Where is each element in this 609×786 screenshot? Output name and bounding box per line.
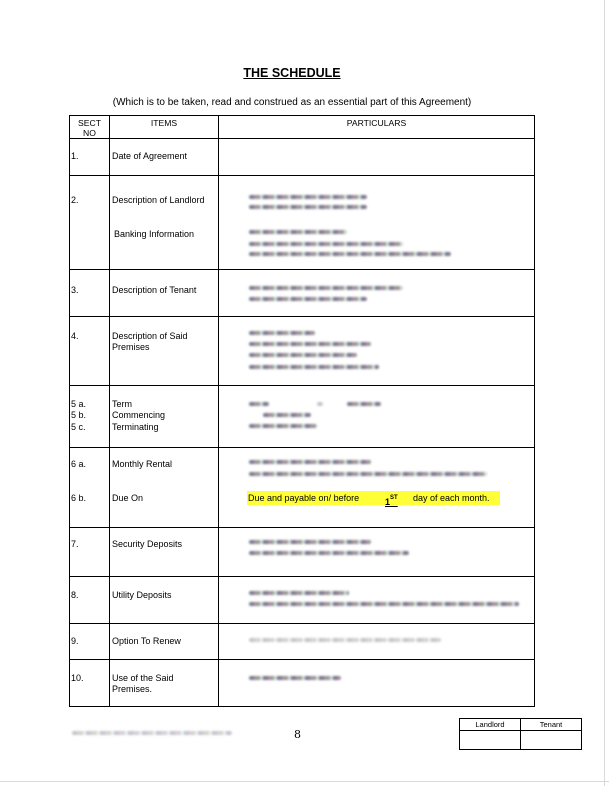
item-label: Description of Tenant bbox=[112, 285, 197, 295]
redacted-text bbox=[249, 472, 487, 476]
redacted-text bbox=[249, 286, 403, 290]
table-row bbox=[70, 139, 535, 176]
sect-number: 5 b. bbox=[71, 410, 87, 420]
redacted-text bbox=[249, 230, 347, 234]
header-items: ITEMS bbox=[110, 116, 219, 139]
redacted-text bbox=[249, 602, 519, 606]
redacted-text bbox=[249, 342, 371, 346]
sect-number: 4. bbox=[71, 331, 79, 341]
sect-number: 8. bbox=[71, 590, 79, 600]
due-day: 1ST bbox=[385, 495, 398, 507]
redacted-text bbox=[249, 402, 269, 406]
redacted-text bbox=[249, 551, 409, 555]
table-row bbox=[70, 660, 535, 707]
schedule-title: THE SCHEDULE bbox=[243, 66, 341, 80]
table-row bbox=[70, 448, 535, 528]
redacted-text bbox=[249, 365, 379, 369]
sect-number: 9. bbox=[71, 636, 79, 646]
schedule-table bbox=[69, 115, 535, 707]
sect-number: 7. bbox=[71, 539, 79, 549]
item-label: Description of Landlord bbox=[112, 195, 205, 205]
redacted-text bbox=[249, 638, 441, 642]
landlord-initial-box[interactable] bbox=[460, 731, 521, 750]
sect-number: 5 c. bbox=[71, 422, 86, 432]
table-row bbox=[70, 270, 535, 317]
redacted-text bbox=[249, 676, 341, 680]
table-row bbox=[70, 577, 535, 624]
due-text: Due and payable on/ before bbox=[248, 493, 360, 503]
sect-number: 6 a. bbox=[71, 459, 87, 469]
tenant-initial-box[interactable] bbox=[521, 731, 582, 750]
item-label-term: Term bbox=[112, 399, 132, 409]
table-row bbox=[70, 386, 535, 448]
schedule-subtitle: (Which is to be taken, read and construed as an essential part of this Agreement) bbox=[112, 97, 472, 108]
table-row bbox=[70, 528, 535, 577]
item-label: Use of the Said Premises. bbox=[112, 673, 174, 694]
sect-number: 3. bbox=[71, 285, 79, 295]
redacted-text bbox=[263, 413, 311, 417]
table-row bbox=[70, 624, 535, 660]
redacted-text bbox=[249, 195, 367, 199]
item-label-monthly-rental: Monthly Rental bbox=[112, 459, 173, 469]
due-text-end: day of each month. bbox=[413, 493, 490, 503]
item-label-due-on: Due On bbox=[112, 493, 144, 503]
sect-number: 1. bbox=[71, 151, 79, 161]
item-label: Date of Agreement bbox=[112, 151, 188, 161]
redacted-text bbox=[249, 424, 317, 428]
item-label-terminating: Terminating bbox=[112, 422, 159, 432]
item-label: Utility Deposits bbox=[112, 590, 172, 600]
sect-number: 2. bbox=[71, 195, 79, 205]
redacted-text bbox=[249, 205, 367, 209]
item-label: Description of Said Premises bbox=[112, 331, 188, 352]
redacted-text bbox=[249, 242, 403, 246]
header-sect-no: SECT NO bbox=[70, 116, 110, 139]
tenant-label: Tenant bbox=[521, 719, 582, 731]
item-label: Security Deposits bbox=[112, 539, 183, 549]
sect-number: 10. bbox=[71, 673, 84, 683]
item-label: Option To Renew bbox=[112, 636, 181, 646]
page-number: 8 bbox=[294, 728, 301, 741]
page-border-bottom bbox=[0, 781, 609, 782]
redacted-text bbox=[249, 297, 367, 301]
item-label-commencing: Commencing bbox=[112, 410, 166, 420]
table-row bbox=[70, 317, 535, 386]
table-header-row bbox=[70, 116, 535, 139]
sect-number: 5 a. bbox=[71, 399, 87, 409]
redacted-footer-text bbox=[72, 731, 232, 735]
redacted-text bbox=[347, 402, 381, 406]
redacted-text bbox=[249, 353, 357, 357]
signature-table bbox=[459, 718, 582, 750]
table-row bbox=[70, 176, 535, 270]
header-particulars: PARTICULARS bbox=[219, 116, 535, 139]
due-date-highlight bbox=[247, 491, 500, 505]
landlord-label: Landlord bbox=[460, 719, 521, 731]
redacted-text bbox=[249, 460, 371, 464]
sect-number: 6 b. bbox=[71, 493, 87, 503]
page-border-right bbox=[604, 0, 605, 786]
redacted-text bbox=[249, 591, 349, 595]
redacted-text bbox=[249, 540, 371, 544]
redacted-text bbox=[249, 331, 315, 335]
redacted-text bbox=[317, 402, 323, 406]
redacted-text bbox=[249, 252, 451, 256]
item-label-banking: Banking Information bbox=[114, 229, 195, 239]
